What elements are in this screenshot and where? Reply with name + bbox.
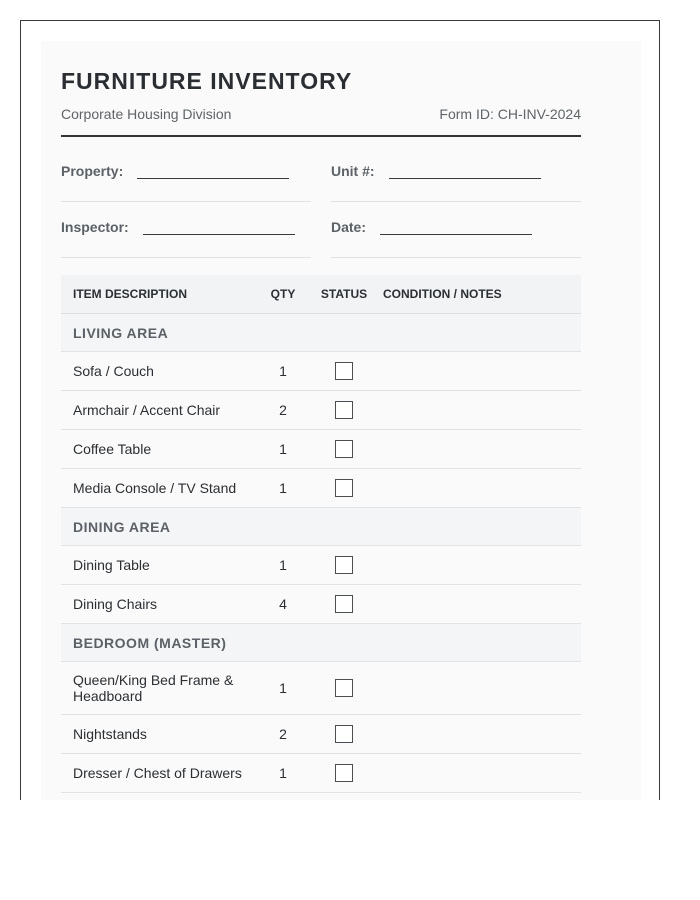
item-qty: 1 [279,765,287,781]
item-qty: 2 [279,726,287,742]
item-description: Armchair / Accent Chair [73,402,221,418]
status-checkbox[interactable] [335,401,353,419]
field-row-1 [61,163,581,202]
table-row [61,715,581,754]
status-checkbox[interactable] [335,595,353,613]
inventory-table [61,275,581,793]
item-status-cell [313,595,375,613]
item-description: Nightstands [73,726,147,742]
item-qty: 1 [279,480,287,496]
item-qty: 1 [279,363,287,379]
item-description: Dresser / Chest of Drawers [73,765,242,781]
property-field[interactable] [61,163,311,202]
form-subheader [61,105,581,123]
header-status: STATUS [320,287,368,301]
table-row [61,754,581,793]
item-status-cell [313,764,375,782]
inspector-label: Inspector: [61,219,129,235]
property-blank-line[interactable] [137,163,289,179]
property-label: Property: [61,163,124,179]
status-checkbox[interactable] [335,479,353,497]
item-description: Coffee Table [73,441,152,457]
table-row [61,585,581,624]
section-bedroom-master: BEDROOM (MASTER) [61,624,581,662]
item-description: Queen/King Bed Frame & Headboard [73,672,234,704]
inspector-blank-line[interactable] [143,219,295,235]
item-description: Dining Table [73,557,150,573]
date-blank-line[interactable] [380,219,532,235]
status-checkbox[interactable] [335,679,353,697]
table-row [61,469,581,508]
header-notes: CONDITION / NOTES [383,287,502,301]
item-qty: 1 [279,680,287,696]
status-checkbox[interactable] [335,764,353,782]
status-checkbox[interactable] [335,440,353,458]
status-checkbox[interactable] [335,725,353,743]
item-status-cell [313,479,375,497]
item-status-cell [313,679,375,697]
section-dining-area: DINING AREA [61,508,581,546]
table-header [61,275,581,314]
item-qty: 4 [279,596,287,612]
table-row [61,391,581,430]
item-qty: 2 [279,402,287,418]
table-row [61,662,581,715]
item-status-cell [313,362,375,380]
section-living-area: LIVING AREA [61,314,581,352]
division-name: Corporate Housing Division [61,106,232,122]
unit-field[interactable] [331,163,581,202]
unit-label: Unit #: [331,163,375,179]
item-status-cell [313,440,375,458]
status-checkbox[interactable] [335,556,353,574]
status-checkbox[interactable] [335,362,353,380]
inspector-field[interactable] [61,219,311,258]
item-qty: 1 [279,557,287,573]
date-field[interactable] [331,219,581,258]
item-description: Media Console / TV Stand [73,480,237,496]
field-row-2 [61,219,581,258]
item-qty: 1 [279,441,287,457]
info-fields [61,163,581,258]
table-row [61,430,581,469]
form-id: Form ID: CH-INV-2024 [439,106,581,122]
item-description: Sofa / Couch [73,363,154,379]
header-qty: QTY [270,287,296,301]
header-description: ITEM DESCRIPTION [73,287,188,301]
item-description: Dining Chairs [73,596,158,612]
item-status-cell [313,401,375,419]
unit-blank-line[interactable] [389,163,541,179]
form-title: FURNITURE INVENTORY [61,68,353,94]
table-row [61,352,581,391]
header-divider [61,135,581,137]
page-frame [20,20,660,800]
table-row [61,546,581,585]
item-status-cell [313,556,375,574]
form-content [61,67,581,793]
item-status-cell [313,725,375,743]
date-label: Date: [331,219,367,235]
